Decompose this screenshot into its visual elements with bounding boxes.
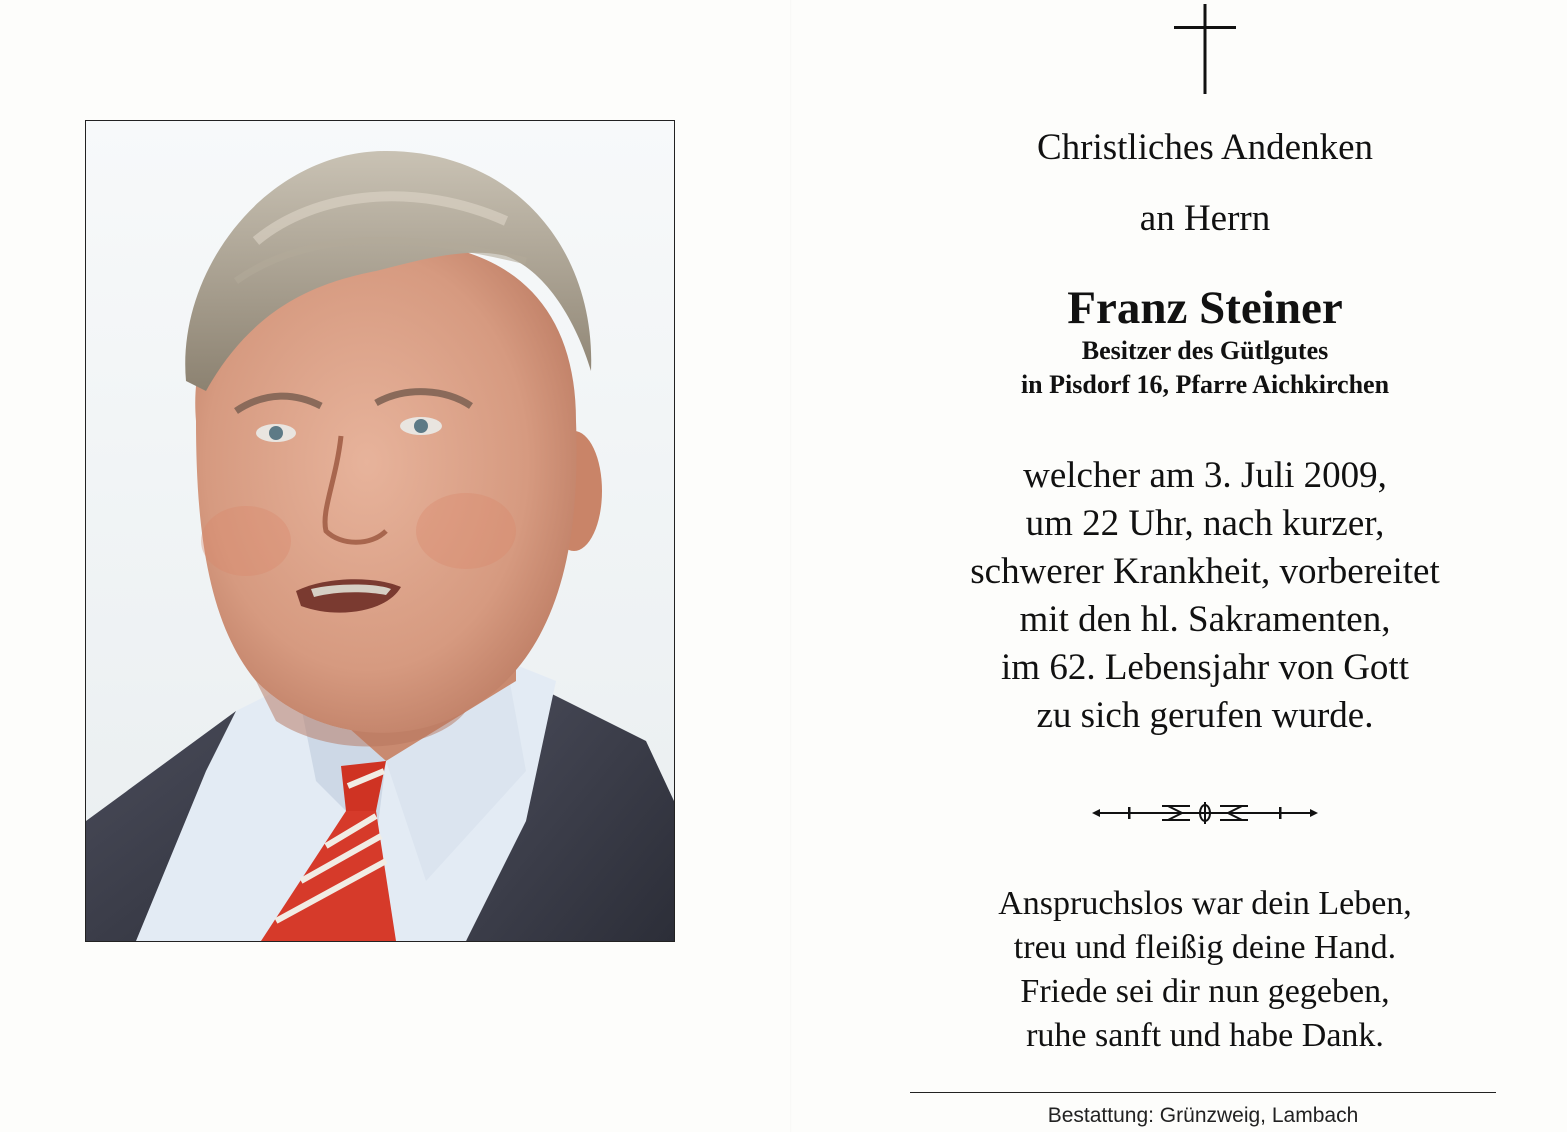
subtitle-line: in Pisdorf 16, Pfarre Aichkirchen [1020, 370, 1390, 399]
footer-divider [910, 1092, 1496, 1093]
verse-line: treu und fleißig deine Hand. [1013, 929, 1397, 966]
memorial-heading: Christliches Andenken [1036, 127, 1374, 168]
verse-line: Anspruchslos war dein Leben, [998, 885, 1412, 922]
deceased-name: Franz Steiner [1067, 282, 1343, 334]
verse-line: Friede sei dir nun gegeben, [1020, 973, 1390, 1010]
verse-line: ruhe sanft und habe Dank. [1026, 1017, 1384, 1054]
obituary-line: mit den hl. Sakramenten, [1019, 599, 1391, 640]
obituary-text [905, 452, 1505, 740]
card-fold [790, 0, 792, 1132]
funeral-home-credit: Bestattung: Grünzweig, Lambach [1047, 1104, 1359, 1127]
portrait-photo [85, 120, 675, 942]
obituary-line: zu sich gerufen wurde. [1036, 695, 1374, 736]
obituary-line: schwerer Krankheit, vorbereitet [970, 551, 1440, 592]
obituary-line: um 22 Uhr, nach kurzer, [1025, 503, 1385, 544]
salutation: an Herrn [1139, 198, 1271, 239]
cross-icon [1174, 4, 1236, 94]
obituary-line: im 62. Lebensjahr von Gott [1001, 647, 1409, 688]
ornament-divider-icon [1090, 798, 1320, 828]
obituary-line: welcher am 3. Juli 2009, [1023, 455, 1387, 496]
subtitle-block [905, 334, 1505, 402]
subtitle-line: Besitzer des Gütlgutes [1081, 336, 1329, 365]
memorial-verse [905, 882, 1505, 1058]
